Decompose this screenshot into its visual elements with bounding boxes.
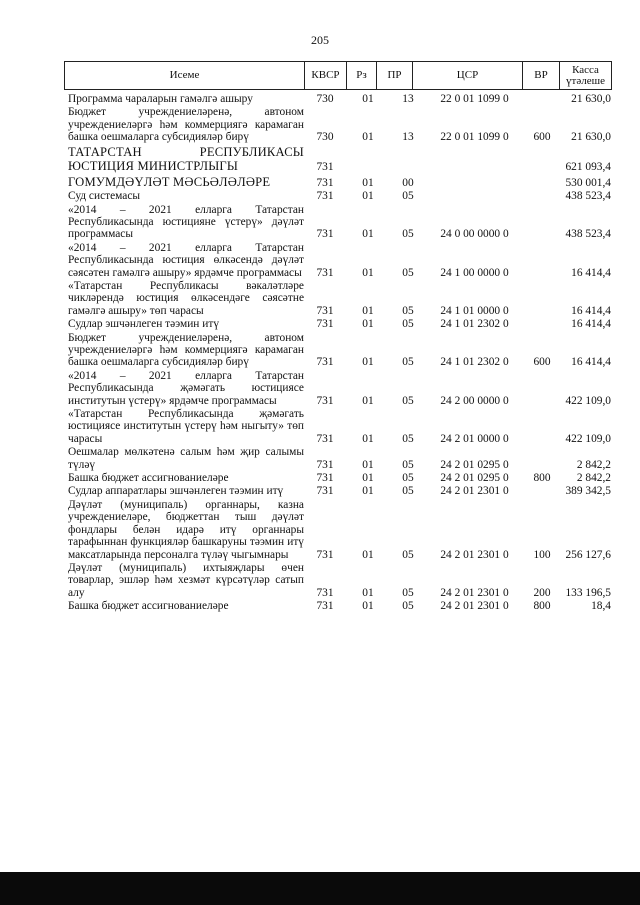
cell-kvsr: 731 <box>316 304 334 317</box>
header-csr: ЦСР <box>413 62 523 90</box>
cell-name: Программа чараларын гамәлгә ашыру <box>68 93 253 105</box>
cell-name: Башка бюджет ассигнованиеләре <box>68 472 229 485</box>
cell-csr: 24 2 01 0000 0 <box>440 432 509 445</box>
cell-sum: 438 523,4 <box>565 190 611 203</box>
cell-csr: 24 2 01 0295 0 <box>440 472 509 485</box>
cell-kvsr: 731 <box>316 161 334 174</box>
cell-pr: 05 <box>402 432 414 445</box>
cell-csr: 24 1 00 0000 0 <box>440 266 509 279</box>
cell-name: «Татарстан Республикасында җәмәгать юстициясе институтын үстерү һәм ныгыту» төп чарасы <box>68 408 304 445</box>
cell-rz: 01 <box>362 318 374 331</box>
cell-vr: 200 <box>533 586 551 599</box>
header-sum: Касса үтәлеше <box>560 62 612 90</box>
cell-pr: 05 <box>402 228 414 241</box>
cell-vr: 600 <box>533 356 551 369</box>
cell-name: Судлар аппаратлары эшчәнлеген тәэмин итү <box>68 485 284 498</box>
cell-kvsr: 731 <box>316 458 334 471</box>
cell-kvsr: 731 <box>316 600 334 613</box>
table-row <box>64 498 611 561</box>
cell-name: ГОМУМДӘҮЛӘТ МӘСЬӘЛӘЛӘРЕ <box>68 174 271 189</box>
cell-name: Бюджет учреждениеләренә, автоном учреждениеләргә һәм коммерциягә карамаган башка оешмаларга субсидияләр бирү <box>68 106 304 144</box>
table-row <box>64 241 611 279</box>
cell-rz: 01 <box>362 190 374 203</box>
cell-pr: 05 <box>402 600 414 613</box>
cell-rz: 01 <box>362 586 374 599</box>
cell-sum: 21 630,0 <box>571 131 611 144</box>
cell-sum: 16 414,4 <box>571 304 611 317</box>
cell-pr: 00 <box>402 176 414 189</box>
cell-pr: 13 <box>402 131 414 144</box>
cell-sum: 18,4 <box>591 600 611 613</box>
cell-name: Суд системасы <box>68 190 141 203</box>
cell-pr: 05 <box>402 458 414 471</box>
cell-pr: 05 <box>402 318 414 331</box>
cell-csr: 24 2 01 2301 0 <box>440 600 509 613</box>
cell-pr: 05 <box>402 472 414 485</box>
cell-csr: 24 2 00 0000 0 <box>440 394 509 407</box>
cell-sum: 2 842,2 <box>576 472 611 485</box>
cell-rz: 01 <box>362 600 374 613</box>
cell-name: Дәүләт (муниципаль) органнары, казна учреждениеләре, бюджеттан тыш дәүләт фондлары белән идарә итү органнары тарафыннан функцияләр башкаруны тәэмин итү максатларында персоналга түләү чыгымнары <box>68 498 304 561</box>
cell-pr: 05 <box>402 548 414 561</box>
table-header <box>64 61 612 90</box>
cell-name: Оешмалар мөлкәтенә салым һәм җир салымы түләү <box>68 446 304 471</box>
cell-csr: 24 0 00 0000 0 <box>440 228 509 241</box>
cell-pr: 05 <box>402 304 414 317</box>
cell-name: Судлар эшчәнлеген тәэмин итү <box>68 318 220 331</box>
cell-kvsr: 731 <box>316 356 334 369</box>
cell-kvsr: 731 <box>316 472 334 485</box>
cell-csr: 24 1 01 0000 0 <box>440 304 509 317</box>
table-row <box>64 471 611 484</box>
cell-name: «2014 – 2021 елларга Татарстан Республикасында юстиция өлкәсендә дәүләт сәясәтен гамәлгә ашыру» ярдәмче программасы <box>68 241 304 279</box>
cell-name: Бюджет учреждениеләренә, автоном учреждениеләргә һәм коммерциягә карамаган башка оешмаларга субсидияләр бирү <box>68 331 304 369</box>
cell-sum: 2 842,2 <box>576 458 611 471</box>
cell-kvsr: 730 <box>316 93 334 105</box>
table-row <box>64 279 611 317</box>
scan-bottom-edge <box>0 872 640 905</box>
cell-sum: 16 414,4 <box>571 356 611 369</box>
cell-pr: 05 <box>402 190 414 203</box>
cell-sum: 389 342,5 <box>565 485 611 498</box>
header-kvsr: КВСР <box>305 62 347 90</box>
table-row <box>64 92 611 105</box>
table-row <box>64 331 611 369</box>
cell-rz: 01 <box>362 93 374 105</box>
cell-kvsr: 731 <box>316 394 334 407</box>
cell-sum: 438 523,4 <box>565 228 611 241</box>
cell-csr: 24 2 01 2301 0 <box>440 485 509 498</box>
budget-rows <box>64 92 611 613</box>
cell-kvsr: 731 <box>316 432 334 445</box>
cell-sum: 16 414,4 <box>571 266 611 279</box>
cell-vr: 800 <box>533 472 551 485</box>
cell-name: «Татарстан Республикасы вәкаләтләре чикләрендә юстиция өлкәсендәге сәясәтне гамәлгә ашыру» төп чарасы <box>68 279 304 317</box>
cell-sum: 133 196,5 <box>565 586 611 599</box>
cell-rz: 01 <box>362 458 374 471</box>
cell-pr: 05 <box>402 394 414 407</box>
cell-name: «2014 – 2021 елларга Татарстан Республикасында җәмәгать юстициясе институтын үстерү» ярдәмче программасы <box>68 369 304 407</box>
cell-sum: 530 001,4 <box>565 176 611 189</box>
table-row <box>64 144 611 174</box>
cell-sum: 422 109,0 <box>565 432 611 445</box>
cell-rz: 01 <box>362 472 374 485</box>
cell-rz: 01 <box>362 228 374 241</box>
cell-rz: 01 <box>362 131 374 144</box>
cell-kvsr: 730 <box>316 131 334 144</box>
cell-vr: 100 <box>533 548 551 561</box>
cell-sum: 16 414,4 <box>571 318 611 331</box>
table-row <box>64 599 611 612</box>
cell-name: Башка бюджет ассигнованиеләре <box>68 600 229 613</box>
header-name: Исеме <box>65 62 305 90</box>
cell-vr: 800 <box>533 600 551 613</box>
table-row <box>64 105 611 143</box>
cell-csr: 24 2 01 2301 0 <box>440 586 509 599</box>
cell-csr: 22 0 01 1099 0 <box>440 131 509 144</box>
cell-rz: 01 <box>362 266 374 279</box>
page-number: 205 <box>311 33 329 47</box>
header-rz: Рз <box>347 62 377 90</box>
cell-sum: 256 127,6 <box>565 548 611 561</box>
table-row <box>64 174 611 190</box>
cell-kvsr: 731 <box>316 318 334 331</box>
cell-rz: 01 <box>362 432 374 445</box>
table-row <box>64 484 611 497</box>
cell-kvsr: 731 <box>316 176 334 189</box>
cell-csr: 24 1 01 2302 0 <box>440 356 509 369</box>
table-row <box>64 445 611 471</box>
header-vr: ВР <box>523 62 560 90</box>
cell-rz: 01 <box>362 485 374 498</box>
table-row <box>64 369 611 407</box>
table-row <box>64 189 611 202</box>
cell-sum: 621 093,4 <box>565 161 611 174</box>
cell-pr: 05 <box>402 586 414 599</box>
cell-pr: 05 <box>402 266 414 279</box>
cell-rz: 01 <box>362 176 374 189</box>
cell-kvsr: 731 <box>316 266 334 279</box>
cell-rz: 01 <box>362 304 374 317</box>
cell-kvsr: 731 <box>316 586 334 599</box>
cell-name: ТАТАРСТАН РЕСПУБЛИКАСЫ ЮСТИЦИЯ МИНИСТРЛЫГЫ <box>68 144 304 174</box>
cell-name: Дәүләт (муниципаль) ихтыяҗлары өчен товарлар, эшләр һәм хезмәт күрсәтүләр сатып алу <box>68 561 304 599</box>
cell-csr: 24 2 01 0295 0 <box>440 458 509 471</box>
cell-csr: 24 2 01 2301 0 <box>440 548 509 561</box>
cell-pr: 13 <box>402 93 414 105</box>
table-row <box>64 317 611 330</box>
cell-kvsr: 731 <box>316 190 334 203</box>
cell-kvsr: 731 <box>316 548 334 561</box>
table-row <box>64 561 611 599</box>
cell-pr: 05 <box>402 485 414 498</box>
cell-sum: 21 630,0 <box>571 93 611 105</box>
cell-csr: 22 0 01 1099 0 <box>440 93 509 105</box>
cell-kvsr: 731 <box>316 228 334 241</box>
cell-rz: 01 <box>362 394 374 407</box>
cell-rz: 01 <box>362 356 374 369</box>
cell-sum: 422 109,0 <box>565 394 611 407</box>
cell-vr: 600 <box>533 131 551 144</box>
cell-kvsr: 731 <box>316 485 334 498</box>
table-row <box>64 407 611 445</box>
table-row <box>64 203 611 241</box>
cell-name: «2014 – 2021 елларга Татарстан Республикасында юстицияне үстерү» дәүләт программасы <box>68 203 304 241</box>
cell-pr: 05 <box>402 356 414 369</box>
header-pr: ПР <box>377 62 413 90</box>
cell-csr: 24 1 01 2302 0 <box>440 318 509 331</box>
cell-rz: 01 <box>362 548 374 561</box>
